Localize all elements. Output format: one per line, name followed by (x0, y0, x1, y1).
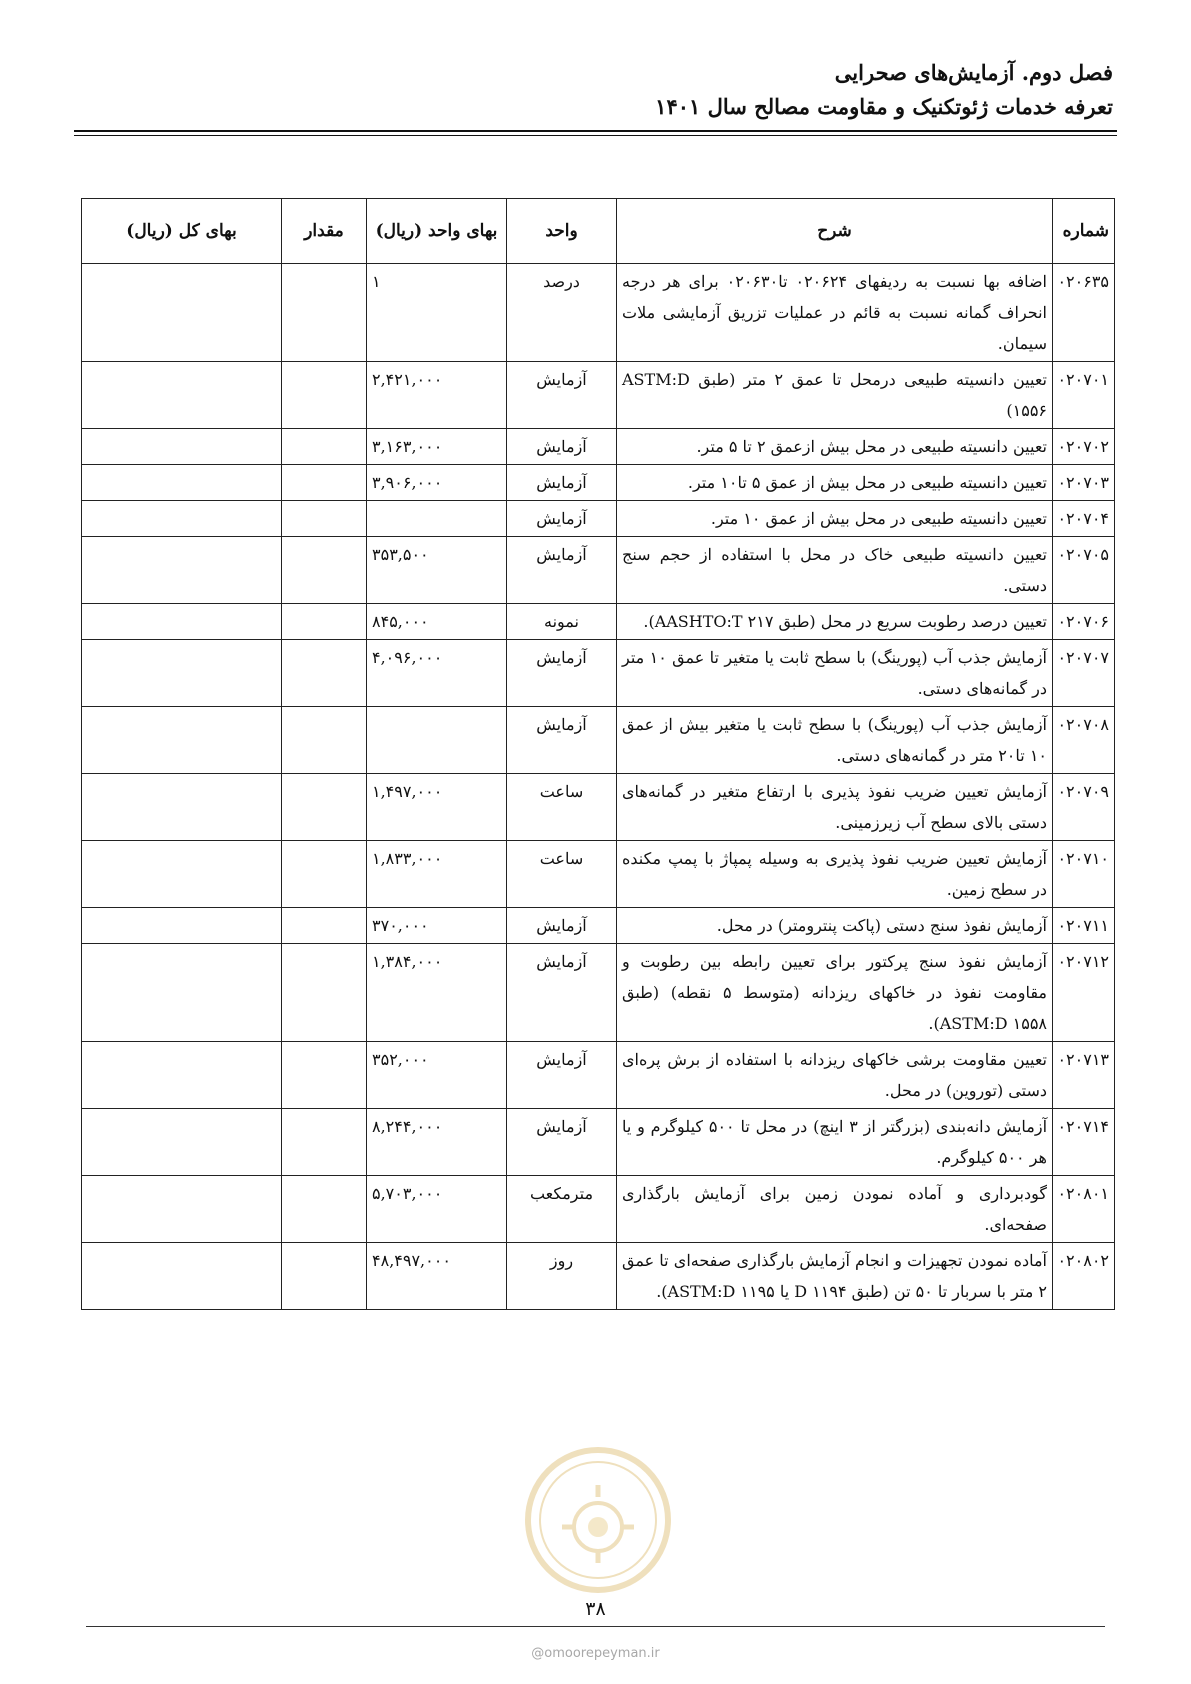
row-quantity (282, 465, 367, 501)
row-quantity (282, 707, 367, 774)
row-description: تعیین دانسیته طبیعی خاک در محل با استفاده از حجم سنج دستی. (617, 537, 1053, 604)
chapter-title: فصل دوم. آزمایش‌های صحرایی (834, 60, 1113, 85)
row-unit: درصد (507, 264, 617, 362)
row-quantity (282, 841, 367, 908)
header-code: شماره (1053, 199, 1115, 264)
row-unit-price (367, 501, 507, 537)
table-row (82, 841, 1115, 908)
row-unit-price: ۳۷۰,۰۰۰ (367, 908, 507, 944)
table-row (82, 537, 1115, 604)
row-total-price (82, 707, 282, 774)
row-description: آزمایش تعیین ضریب نفوذ پذیری با ارتفاع متغیر در گمانه‌های دستی بالای سطح آب زیرزمینی. (617, 774, 1053, 841)
row-unit-price: ۳,۱۶۳,۰۰۰ (367, 429, 507, 465)
row-unit-price: ۸,۲۴۴,۰۰۰ (367, 1109, 507, 1176)
row-description: آزمایش دانه‌بندی (بزرگتر از ۳ اینچ) در محل تا ۵۰۰ کیلوگرم و یا هر ۵۰۰ کیلوگرم. (617, 1109, 1053, 1176)
row-total-price (82, 774, 282, 841)
row-quantity (282, 1176, 367, 1243)
row-code: ۰۲۰۸۰۱ (1053, 1176, 1115, 1243)
row-unit: آزمایش (507, 429, 617, 465)
row-code: ۰۲۰۷۱۲ (1053, 944, 1115, 1042)
row-description: تعیین دانسیته طبیعی درمحل تا عمق ۲ متر (طبق ASTM:D ۱۵۵۶) (617, 362, 1053, 429)
row-code: ۰۲۰۷۱۴ (1053, 1109, 1115, 1176)
row-unit: ساعت (507, 774, 617, 841)
site-watermark: @omoorepeyman.ir (531, 1646, 660, 1661)
row-quantity (282, 1042, 367, 1109)
row-description: آزمایش جذب آب (پورینگ) با سطح ثابت یا متغیر تا عمق ۱۰ متر در گمانه‌های دستی. (617, 640, 1053, 707)
table-row (82, 908, 1115, 944)
row-unit: آزمایش (507, 362, 617, 429)
row-description: تعیین مقاومت برشی خاکهای ریزدانه با استفاده از برش پره‌ای دستی (توروین) در محل. (617, 1042, 1053, 1109)
row-description: آزمایش نفوذ سنج پرکتور برای تعیین رابطه بین رطوبت و مقاومت نفوذ در خاکهای ریزدانه (متوسط ۵ نقطه) (طبق ASTM:D ۱۵۵۸). (617, 944, 1053, 1042)
row-code: ۰۲۰۷۰۸ (1053, 707, 1115, 774)
row-quantity (282, 1243, 367, 1310)
row-unit: آزمایش (507, 1109, 617, 1176)
row-unit-price: ۳۵۳,۵۰۰ (367, 537, 507, 604)
row-unit-price: ۱ (367, 264, 507, 362)
table-row (82, 774, 1115, 841)
row-unit: روز (507, 1243, 617, 1310)
row-unit-price: ۴۸,۴۹۷,۰۰۰ (367, 1243, 507, 1310)
row-unit: مترمکعب (507, 1176, 617, 1243)
row-unit: آزمایش (507, 944, 617, 1042)
table-row (82, 604, 1115, 640)
table-row (82, 501, 1115, 537)
tariff-subtitle: تعرفه خدمات ژئوتکنیک و مقاومت مصالح سال ۱۴۰۱ (655, 94, 1113, 119)
header-rule (74, 130, 1117, 132)
row-total-price (82, 1109, 282, 1176)
header-total-price: بهای کل (ریال) (82, 199, 282, 264)
row-unit: ساعت (507, 841, 617, 908)
row-code: ۰۲۰۷۰۳ (1053, 465, 1115, 501)
table-row (82, 1243, 1115, 1310)
row-unit-price: ۳۵۲,۰۰۰ (367, 1042, 507, 1109)
row-description: تعیین دانسیته طبیعی در محل بیش از عمق ۱۰ متر. (617, 501, 1053, 537)
table-row (82, 1176, 1115, 1243)
row-total-price (82, 944, 282, 1042)
table-row (82, 640, 1115, 707)
row-unit-price: ۲,۴۲۱,۰۰۰ (367, 362, 507, 429)
row-total-price (82, 1042, 282, 1109)
row-code: ۰۲۰۷۰۴ (1053, 501, 1115, 537)
row-unit: آزمایش (507, 640, 617, 707)
row-quantity (282, 264, 367, 362)
row-unit-price: ۱,۴۹۷,۰۰۰ (367, 774, 507, 841)
header-quantity: مقدار (282, 199, 367, 264)
row-quantity (282, 537, 367, 604)
row-description: آماده نمودن تجهیزات و انجام آزمایش بارگذاری صفحه‌ای تا عمق ۲ متر با سربار تا ۵۰ تن (طبق D ۱۱۹۴ یا ASTM:D ۱۱۹۵). (617, 1243, 1053, 1310)
row-code: ۰۲۰۶۳۵ (1053, 264, 1115, 362)
row-total-price (82, 465, 282, 501)
row-total-price (82, 908, 282, 944)
row-description: آزمایش نفوذ سنج دستی (پاکت پنترومتر) در محل. (617, 908, 1053, 944)
page-number: ۳۸ (585, 1598, 606, 1620)
row-description: تعیین دانسیته طبیعی در محل بیش ازعمق ۲ تا ۵ متر. (617, 429, 1053, 465)
row-unit-price: ۱,۳۸۴,۰۰۰ (367, 944, 507, 1042)
row-description: اضافه بها نسبت به ردیفهای ۰۲۰۶۲۴ تا۰۲۰۶۳۰ برای هر درجه انحراف گمانه نسبت به قائم در عملیات تزریق آزمایشی ملات سیمان. (617, 264, 1053, 362)
tariff-table (81, 198, 1115, 1310)
table-row (82, 429, 1115, 465)
row-code: ۰۲۰۷۰۷ (1053, 640, 1115, 707)
row-total-price (82, 264, 282, 362)
row-quantity (282, 774, 367, 841)
header-unit-price: بهای واحد (ریال) (367, 199, 507, 264)
table-row (82, 264, 1115, 362)
row-code: ۰۲۰۷۰۶ (1053, 604, 1115, 640)
header-rule-thin (74, 135, 1117, 136)
header-unit: واحد (507, 199, 617, 264)
row-unit: آزمایش (507, 537, 617, 604)
row-quantity (282, 501, 367, 537)
footer-rule (86, 1626, 1105, 1627)
row-total-price (82, 1243, 282, 1310)
table-row (82, 1042, 1115, 1109)
row-code: ۰۲۰۷۱۱ (1053, 908, 1115, 944)
row-total-price (82, 537, 282, 604)
row-code: ۰۲۰۷۰۲ (1053, 429, 1115, 465)
row-unit-price: ۸۴۵,۰۰۰ (367, 604, 507, 640)
row-quantity (282, 362, 367, 429)
row-quantity (282, 908, 367, 944)
header-description: شرح (617, 199, 1053, 264)
table-row (82, 944, 1115, 1042)
row-description: گودبرداری و آماده نمودن زمین برای آزمایش بارگذاری صفحه‌ای. (617, 1176, 1053, 1243)
row-code: ۰۲۰۷۰۹ (1053, 774, 1115, 841)
row-unit: آزمایش (507, 501, 617, 537)
row-description: آزمایش جذب آب (پورینگ) با سطح ثابت یا متغیر بیش از عمق ۱۰ تا۲۰ متر در گمانه‌های دستی. (617, 707, 1053, 774)
table-row (82, 465, 1115, 501)
row-total-price (82, 1176, 282, 1243)
row-code: ۰۲۰۷۰۵ (1053, 537, 1115, 604)
row-total-price (82, 604, 282, 640)
row-description: تعیین دانسیته طبیعی در محل بیش از عمق ۵ تا۱۰ متر. (617, 465, 1053, 501)
row-code: ۰۲۰۸۰۲ (1053, 1243, 1115, 1310)
row-unit-price: ۵,۷۰۳,۰۰۰ (367, 1176, 507, 1243)
row-quantity (282, 429, 367, 465)
table-body (82, 264, 1115, 1310)
row-unit-price: ۱,۸۳۳,۰۰۰ (367, 841, 507, 908)
table-row (82, 1109, 1115, 1176)
row-description: آزمایش تعیین ضریب نفوذ پذیری به وسیله پمپاژ با پمپ مکنده در سطح زمین. (617, 841, 1053, 908)
page-header (78, 56, 1113, 124)
row-unit-price: ۴,۰۹۶,۰۰۰ (367, 640, 507, 707)
row-unit: آزمایش (507, 1042, 617, 1109)
row-description: تعیین درصد رطوبت سریع در محل (طبق AASHTO:T ۲۱۷). (617, 604, 1053, 640)
row-unit: آزمایش (507, 707, 617, 774)
row-unit: نمونه (507, 604, 617, 640)
row-unit-price: ۳,۹۰۶,۰۰۰ (367, 465, 507, 501)
table-header-row (82, 199, 1115, 264)
row-total-price (82, 841, 282, 908)
row-unit: آزمایش (507, 465, 617, 501)
table-row (82, 362, 1115, 429)
row-quantity (282, 604, 367, 640)
table-row (82, 707, 1115, 774)
row-code: ۰۲۰۷۱۳ (1053, 1042, 1115, 1109)
row-unit: آزمایش (507, 908, 617, 944)
row-total-price (82, 362, 282, 429)
row-total-price (82, 429, 282, 465)
seal-watermark-icon (523, 1445, 673, 1595)
row-code: ۰۲۰۷۱۰ (1053, 841, 1115, 908)
row-quantity (282, 1109, 367, 1176)
row-quantity (282, 944, 367, 1042)
row-total-price (82, 640, 282, 707)
row-total-price (82, 501, 282, 537)
row-code: ۰۲۰۷۰۱ (1053, 362, 1115, 429)
row-unit-price (367, 707, 507, 774)
row-quantity (282, 640, 367, 707)
